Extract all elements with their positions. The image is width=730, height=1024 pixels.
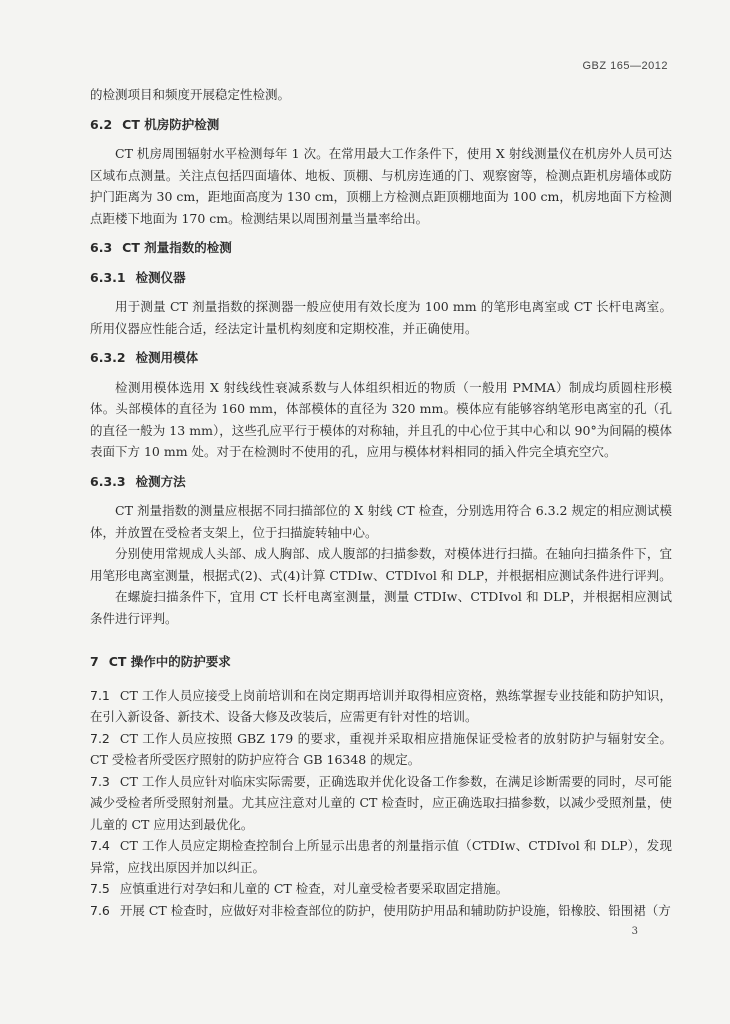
section-6-3-1-paragraph: 用于测量 CT 剂量指数的探测器一般应使用有效长度为 100 mm 的笔形电离室或 CT 长杆电离室。所用仪器应性能合适，经法定计量机构刻度和定期校准，并正确使用。 xyxy=(90,299,672,336)
section-number: 6.2 xyxy=(90,116,113,132)
section-6-3-3-heading xyxy=(90,471,672,493)
list-item xyxy=(90,771,672,836)
section-6-3-3-paragraph-3: 在螺旋扫描条件下，宜用 CT 长杆电离室测量，测量 CTDIw、CTDIvol 和 DLP，并根据相应测试条件进行评判。 xyxy=(90,589,672,626)
item-text: CT 工作人员应按照 GBZ 179 的要求，重视并采取相应措施保证受检者的放射防护与辐射安全。CT 受检者所受医疗照射的防护应符合 GB 16348 的规定。 xyxy=(90,730,672,767)
section-title: 检测方法 xyxy=(135,473,186,489)
section-title: 检测仪器 xyxy=(135,269,186,285)
section-6-2-paragraph: CT 机房周围辐射水平检测每年 1 次。在常用最大工作条件下，使用 X 射线测量仪在机房外人员可达区域布点测量。关注点包括四面墙体、地板、顶棚、与机房连通的门、观察窗等，检测点距机房墙体或防护门距离为 30 cm，距地面高度为 130 cm，顶棚上方检测点距顶棚地面为 100 cm，机房地面下方检测点距楼下地面为 170 cm。检测结果以周围剂量当量率给出。 xyxy=(90,146,672,226)
item-number: 7.2 xyxy=(90,730,110,746)
item-number: 7.5 xyxy=(90,881,110,896)
section-6-3-2-heading xyxy=(90,347,672,369)
document-body xyxy=(90,84,672,921)
standard-code-header: GBZ 165—2012 xyxy=(582,60,668,72)
section-title: 检测用模体 xyxy=(135,350,199,365)
item-number: 7.1 xyxy=(90,687,110,703)
item-text: CT 工作人员应定期检查控制台上所显示出患者的剂量指示值（CTDIw、CTDIvol 和 DLP），发现异常，应找出原因并加以纠正。 xyxy=(90,838,672,875)
section-number: 6.3.3 xyxy=(90,473,126,489)
list-item xyxy=(90,728,672,771)
section-number: 6.3.2 xyxy=(90,350,126,365)
item-text: CT 工作人员应针对临床实际需要，正确选取并优化设备工作参数，在满足诊断需要的同时，尽可能减少受检者所受照射剂量。尤其应注意对儿童的 CT 检查时，应正确选取扫描参数，以减少受照剂量，使儿童的 CT 应用达到最优化。 xyxy=(90,773,672,832)
section-6-3-heading xyxy=(90,237,672,259)
section-number: 6.3.1 xyxy=(90,269,126,285)
section-6-3-1-heading xyxy=(90,267,672,289)
section-6-3-2-paragraph: 检测用模体选用 X 射线线性衰减系数与人体组织相近的物质（一般用 PMMA）制成均质圆柱形模体。头部模体的直径为 160 mm，体部模体的直径为 320 mm。模体应有能够容纳笔形电离室的孔（孔的直径一般为 13 mm），这些孔应平行于模体的对称轴，并且孔的中心位于其中心和以 90°为间隔的模体表面下方 10 mm 处。对于在检测时不使用的孔，应用与模体材料相同的插入件完全填充空穴。 xyxy=(90,379,672,459)
section-number: 7 xyxy=(90,654,99,669)
list-item xyxy=(90,878,672,900)
page-number: 3 xyxy=(631,926,638,937)
section-title: CT 剂量指数的检测 xyxy=(122,240,232,255)
item-text: 应慎重进行对孕妇和儿童的 CT 检查，对儿童受检者要采取固定措施。 xyxy=(119,881,509,896)
section-7-heading xyxy=(90,651,672,673)
section-6-3-3-paragraph-2: 分别使用常规成人头部、成人胸部、成人腹部的扫描参数，对模体进行扫描。在轴向扫描条件下，宜用笔形电离室测量，根据式(2)、式(4)计算 CTDIw、CTDIvol 和 DLP，并根据相应测试条件进行评判。 xyxy=(90,546,672,583)
list-item xyxy=(90,685,672,728)
section-7-list xyxy=(90,685,672,922)
section-6-3-3-paragraph-1: CT 剂量指数的测量应根据不同扫描部位的 X 射线 CT 检查，分别选用符合 6.3.2 规定的相应测试模体，并放置在受检者支架上，位于扫描旋转轴中心。 xyxy=(90,503,672,540)
paragraph-continuation: 的检测项目和频度开展稳定性检测。 xyxy=(90,87,291,102)
item-text: CT 工作人员应接受上岗前培训和在岗定期再培训并取得相应资格，熟练掌握专业技能和防护知识，在引入新设备、新技术、设备大修及改装后，应需更有针对性的培训。 xyxy=(90,687,672,724)
list-item xyxy=(90,900,672,922)
section-title: CT 操作中的防护要求 xyxy=(108,654,231,669)
list-item xyxy=(90,835,672,878)
item-number: 7.6 xyxy=(90,902,110,918)
section-6-2-heading xyxy=(90,114,672,136)
item-number: 7.4 xyxy=(90,838,110,853)
item-number: 7.3 xyxy=(90,773,110,789)
section-number: 6.3 xyxy=(90,240,113,255)
item-text: 开展 CT 检查时，应做好对非检查部位的防护，使用防护用品和辅助防护设施，铅橡胶、铅围裙（方 xyxy=(119,902,671,918)
section-title: CT 机房防护检测 xyxy=(122,116,220,132)
